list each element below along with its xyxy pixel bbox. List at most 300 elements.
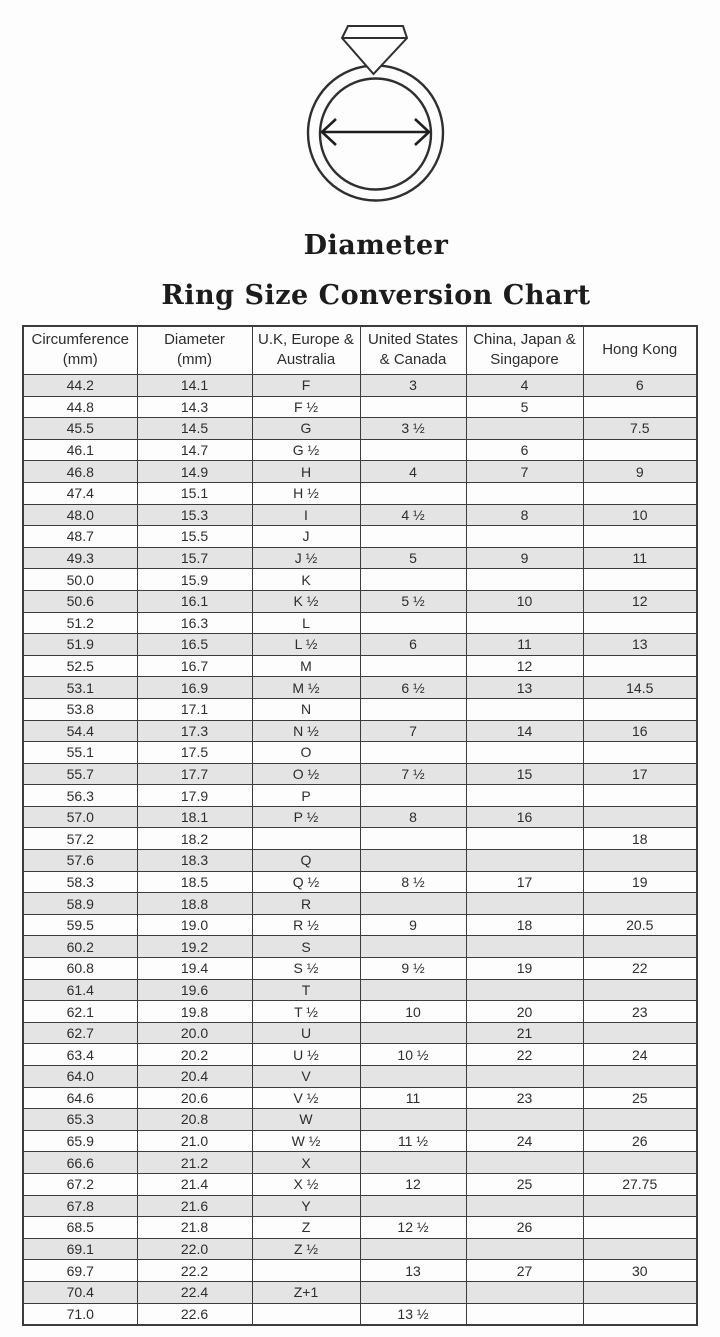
table-cell: 55.1 (23, 742, 137, 764)
table-cell: 56.3 (23, 785, 137, 807)
table-cell: 17.5 (137, 742, 252, 764)
table-cell: 50.0 (23, 569, 137, 591)
table-cell (583, 482, 697, 504)
table-cell: N ½ (252, 720, 360, 742)
table-row (23, 677, 697, 699)
table-cell: 14.5 (137, 418, 252, 440)
table-cell: 44.8 (23, 396, 137, 418)
table-cell: 19.2 (137, 936, 252, 958)
table-cell: 18.2 (137, 828, 252, 850)
table-cell: 15.3 (137, 504, 252, 526)
table-row (23, 590, 697, 612)
table-cell (583, 569, 697, 591)
table-cell: 5 (466, 396, 583, 418)
table-row (23, 418, 697, 440)
table-row (23, 914, 697, 936)
ring-diagram (0, 8, 720, 210)
table-cell: 20.8 (137, 1109, 252, 1131)
table-cell: 71.0 (23, 1303, 137, 1325)
table-cell (360, 850, 466, 872)
table-cell: 49.3 (23, 547, 137, 569)
table-cell: 11 (583, 547, 697, 569)
table-cell: 24 (583, 1044, 697, 1066)
table-cell (360, 936, 466, 958)
table-cell: 53.8 (23, 698, 137, 720)
table-cell: 69.7 (23, 1260, 137, 1282)
table-cell: O (252, 742, 360, 764)
table-row (23, 1044, 697, 1066)
table-cell: 19.8 (137, 1001, 252, 1023)
table-cell (583, 1238, 697, 1260)
table-body (23, 375, 697, 1325)
table-cell (466, 418, 583, 440)
table-cell: 7 (466, 461, 583, 483)
table-cell: 10 (583, 504, 697, 526)
table-cell: 15.9 (137, 569, 252, 591)
table-cell (466, 1281, 583, 1303)
table-cell: 13 ½ (360, 1303, 466, 1325)
table-cell: 59.5 (23, 914, 137, 936)
table-cell: 10 ½ (360, 1044, 466, 1066)
table-cell (583, 850, 697, 872)
table-cell (466, 1303, 583, 1325)
table-cell: 11 (360, 1087, 466, 1109)
table-row (23, 439, 697, 461)
table-cell: 23 (583, 1001, 697, 1023)
table-cell: 27 (466, 1260, 583, 1282)
table-cell: W (252, 1109, 360, 1131)
table-cell: 14.3 (137, 396, 252, 418)
table-cell (466, 979, 583, 1001)
diamond-ring-icon (295, 8, 455, 210)
ring-inner-circle (320, 79, 431, 190)
table-cell: 12 (583, 590, 697, 612)
table-row (23, 1001, 697, 1023)
diamond-icon (342, 26, 407, 74)
table-cell: 11 (466, 634, 583, 656)
table-cell: 14.7 (137, 439, 252, 461)
table-cell: 7.5 (583, 418, 697, 440)
table-cell: F ½ (252, 396, 360, 418)
table-cell (360, 828, 466, 850)
table-cell (360, 785, 466, 807)
table-cell: 17.7 (137, 763, 252, 785)
table-cell: 21 (466, 1022, 583, 1044)
table-cell (583, 655, 697, 677)
table-cell: 3 (360, 375, 466, 397)
table-row (23, 1260, 697, 1282)
table-cell: 25 (583, 1087, 697, 1109)
table-cell (360, 893, 466, 915)
table-cell: 17 (466, 871, 583, 893)
table-cell: 64.0 (23, 1066, 137, 1088)
table-cell: O ½ (252, 763, 360, 785)
table-cell: G (252, 418, 360, 440)
table-cell: M (252, 655, 360, 677)
table-cell: 3 ½ (360, 418, 466, 440)
table-row (23, 1109, 697, 1131)
table-cell (360, 698, 466, 720)
table-cell: 15 (466, 763, 583, 785)
table-cell: 63.4 (23, 1044, 137, 1066)
table-cell (583, 785, 697, 807)
table-cell: 22 (466, 1044, 583, 1066)
table-cell: V (252, 1066, 360, 1088)
table-cell: 45.5 (23, 418, 137, 440)
table-head-row (23, 326, 697, 375)
diameter-caption: Diameter (303, 230, 449, 261)
table-cell (360, 396, 466, 418)
table-cell: 51.2 (23, 612, 137, 634)
table-cell (360, 526, 466, 548)
column-header: Circumference (mm) (23, 326, 137, 375)
table-cell (466, 482, 583, 504)
table-row (23, 1087, 697, 1109)
table-cell (466, 785, 583, 807)
table-cell (583, 396, 697, 418)
table-cell: Q (252, 850, 360, 872)
table-cell: 57.0 (23, 806, 137, 828)
table-cell: 69.1 (23, 1238, 137, 1260)
column-header: Hong Kong (583, 326, 697, 375)
table-cell: 20.2 (137, 1044, 252, 1066)
table-cell: 19 (466, 958, 583, 980)
table-cell: 8 (360, 806, 466, 828)
table-row (23, 1217, 697, 1239)
table-cell: G ½ (252, 439, 360, 461)
table-cell: 5 ½ (360, 590, 466, 612)
table-cell: F (252, 375, 360, 397)
table-row (23, 526, 697, 548)
table-row (23, 979, 697, 1001)
table-cell: R ½ (252, 914, 360, 936)
table-cell: 4 (466, 375, 583, 397)
table-row (23, 547, 697, 569)
table-cell: 5 (360, 547, 466, 569)
table-cell: X (252, 1152, 360, 1174)
table-cell (583, 1022, 697, 1044)
table-cell: 19 (583, 871, 697, 893)
table-cell (466, 850, 583, 872)
table-cell: 10 (360, 1001, 466, 1023)
table-cell: X ½ (252, 1173, 360, 1195)
table-cell (252, 1303, 360, 1325)
table-row (23, 742, 697, 764)
table-cell: 16 (466, 806, 583, 828)
table-cell: V ½ (252, 1087, 360, 1109)
table-row (23, 763, 697, 785)
table-cell: 68.5 (23, 1217, 137, 1239)
table-cell: 15.7 (137, 547, 252, 569)
table-cell: T (252, 979, 360, 1001)
table-cell: 12 (466, 655, 583, 677)
table-cell (466, 1152, 583, 1174)
table-cell (360, 1022, 466, 1044)
table-row (23, 720, 697, 742)
table-cell: 16.1 (137, 590, 252, 612)
table-cell: 55.7 (23, 763, 137, 785)
table-cell: 14.9 (137, 461, 252, 483)
table-cell: 4 ½ (360, 504, 466, 526)
table-cell: 19.0 (137, 914, 252, 936)
table-cell: 15.1 (137, 482, 252, 504)
table-cell (466, 893, 583, 915)
table-cell: 19.6 (137, 979, 252, 1001)
table-cell: 66.6 (23, 1152, 137, 1174)
table-cell: 60.2 (23, 936, 137, 958)
table-cell: I (252, 504, 360, 526)
table-cell (466, 936, 583, 958)
table-cell (360, 612, 466, 634)
table-cell: 6 (466, 439, 583, 461)
table-row (23, 461, 697, 483)
table-cell: 13 (466, 677, 583, 699)
table-cell: 22.6 (137, 1303, 252, 1325)
table-cell: N (252, 698, 360, 720)
table-cell: 26 (583, 1130, 697, 1152)
table-cell: S ½ (252, 958, 360, 980)
table-cell (466, 828, 583, 850)
table-cell: 14 (466, 720, 583, 742)
table-cell: 17.9 (137, 785, 252, 807)
page-title: Ring Size Conversion Chart (161, 280, 591, 311)
table-row (23, 1281, 697, 1303)
table-cell: 20.5 (583, 914, 697, 936)
table-cell: 52.5 (23, 655, 137, 677)
table-cell: 47.4 (23, 482, 137, 504)
table-cell (252, 828, 360, 850)
table-cell: H ½ (252, 482, 360, 504)
table-cell: Z ½ (252, 1238, 360, 1260)
table-row (23, 785, 697, 807)
table-cell: 17 (583, 763, 697, 785)
table-cell: 10 (466, 590, 583, 612)
table-cell: 15.5 (137, 526, 252, 548)
table-cell: 67.2 (23, 1173, 137, 1195)
table-cell: 27.75 (583, 1173, 697, 1195)
table-cell (583, 1109, 697, 1131)
table-cell: 16.3 (137, 612, 252, 634)
table-cell (466, 1195, 583, 1217)
table-cell: 62.1 (23, 1001, 137, 1023)
table-cell: 25 (466, 1173, 583, 1195)
table-cell: 21.2 (137, 1152, 252, 1174)
diameter-arrow-icon (322, 119, 429, 145)
table-cell: 64.6 (23, 1087, 137, 1109)
table-cell (583, 439, 697, 461)
table-row (23, 828, 697, 850)
table-row (23, 1130, 697, 1152)
ring-size-conversion-table (22, 325, 698, 1326)
table-cell: 9 (583, 461, 697, 483)
table-cell: 58.9 (23, 893, 137, 915)
table-cell: 22.0 (137, 1238, 252, 1260)
table-cell (360, 1238, 466, 1260)
table-cell (583, 1281, 697, 1303)
table-row (23, 806, 697, 828)
table-cell: 13 (583, 634, 697, 656)
table-cell (360, 1152, 466, 1174)
table-cell: 6 ½ (360, 677, 466, 699)
table-cell: 20 (466, 1001, 583, 1023)
table-cell: 57.2 (23, 828, 137, 850)
table-cell (583, 1066, 697, 1088)
table-cell: 9 (360, 914, 466, 936)
table-cell (360, 1109, 466, 1131)
table-cell: 18 (583, 828, 697, 850)
table-cell: 60.8 (23, 958, 137, 980)
table-cell: 16.7 (137, 655, 252, 677)
table-cell: 11 ½ (360, 1130, 466, 1152)
table-cell: 4 (360, 461, 466, 483)
table-row (23, 698, 697, 720)
table-cell: 65.9 (23, 1130, 137, 1152)
table-cell: 14.1 (137, 375, 252, 397)
table-cell: 7 ½ (360, 763, 466, 785)
table-cell: 16.5 (137, 634, 252, 656)
column-header: Diameter (mm) (137, 326, 252, 375)
table-cell (466, 698, 583, 720)
table-row (23, 893, 697, 915)
table-cell: Q ½ (252, 871, 360, 893)
table-cell: 17.1 (137, 698, 252, 720)
table-row (23, 655, 697, 677)
table-cell: 18 (466, 914, 583, 936)
table-cell: 16.9 (137, 677, 252, 699)
table-cell: 26 (466, 1217, 583, 1239)
table-cell: R (252, 893, 360, 915)
column-header: China, Japan & Singapore (466, 326, 583, 375)
table-cell: 22 (583, 958, 697, 980)
table-cell: 58.3 (23, 871, 137, 893)
table-cell: P ½ (252, 806, 360, 828)
table-cell: 22.2 (137, 1260, 252, 1282)
table-cell: T ½ (252, 1001, 360, 1023)
table-cell (466, 612, 583, 634)
table-cell: 61.4 (23, 979, 137, 1001)
table-cell: 53.1 (23, 677, 137, 699)
table-cell: 18.1 (137, 806, 252, 828)
table-row (23, 1195, 697, 1217)
table-cell: 14.5 (583, 677, 697, 699)
table-cell: U ½ (252, 1044, 360, 1066)
table-row (23, 1152, 697, 1174)
table-cell: 50.6 (23, 590, 137, 612)
table-cell: 6 (583, 375, 697, 397)
table-cell: 9 ½ (360, 958, 466, 980)
table-cell: K ½ (252, 590, 360, 612)
table-cell: 21.0 (137, 1130, 252, 1152)
table-cell (360, 1066, 466, 1088)
table-cell: 20.0 (137, 1022, 252, 1044)
table-row (23, 375, 697, 397)
table-cell (252, 1260, 360, 1282)
table-cell: 30 (583, 1260, 697, 1282)
table-cell: Z (252, 1217, 360, 1239)
table-cell: 13 (360, 1260, 466, 1282)
table-head (23, 326, 697, 375)
table-cell (466, 1238, 583, 1260)
table-cell (360, 1195, 466, 1217)
table-cell: L ½ (252, 634, 360, 656)
table-cell (360, 1281, 466, 1303)
table-cell (466, 569, 583, 591)
table-row (23, 936, 697, 958)
table-cell: 54.4 (23, 720, 137, 742)
table-cell: 18.3 (137, 850, 252, 872)
table-cell (466, 1109, 583, 1131)
table-cell: J (252, 526, 360, 548)
table-row (23, 1238, 697, 1260)
table-cell: 22.4 (137, 1281, 252, 1303)
table-cell (583, 526, 697, 548)
table-cell (360, 655, 466, 677)
table-cell (360, 482, 466, 504)
table-row (23, 958, 697, 980)
table-cell: 8 ½ (360, 871, 466, 893)
table-cell: 12 (360, 1173, 466, 1195)
table-cell: P (252, 785, 360, 807)
table-cell: J ½ (252, 547, 360, 569)
table-cell: M ½ (252, 677, 360, 699)
table-cell: Y (252, 1195, 360, 1217)
table-cell: 8 (466, 504, 583, 526)
table-cell: 20.6 (137, 1087, 252, 1109)
table-cell: 18.8 (137, 893, 252, 915)
table-cell: 57.6 (23, 850, 137, 872)
table-cell: 51.9 (23, 634, 137, 656)
table-cell (360, 569, 466, 591)
table-row (23, 612, 697, 634)
table-cell: 48.0 (23, 504, 137, 526)
table-cell: 67.8 (23, 1195, 137, 1217)
column-header: U.K, Europe & Australia (252, 326, 360, 375)
table-cell: 21.4 (137, 1173, 252, 1195)
table-cell (583, 979, 697, 1001)
table-row (23, 1066, 697, 1088)
table-cell: 18.5 (137, 871, 252, 893)
table-cell (583, 612, 697, 634)
table-cell: 62.7 (23, 1022, 137, 1044)
table-cell: 19.4 (137, 958, 252, 980)
table-row (23, 569, 697, 591)
table-cell: K (252, 569, 360, 591)
table-cell: 65.3 (23, 1109, 137, 1131)
table-cell (360, 979, 466, 1001)
table-cell (360, 742, 466, 764)
table-cell: W ½ (252, 1130, 360, 1152)
table-cell: U (252, 1022, 360, 1044)
table-cell: 46.1 (23, 439, 137, 461)
table-row (23, 850, 697, 872)
table-cell (466, 1066, 583, 1088)
table-cell (583, 936, 697, 958)
table-cell: 24 (466, 1130, 583, 1152)
table-cell: 23 (466, 1087, 583, 1109)
table-cell: 6 (360, 634, 466, 656)
table-cell (583, 742, 697, 764)
table-cell: L (252, 612, 360, 634)
table-row (23, 1022, 697, 1044)
table-cell: 48.7 (23, 526, 137, 548)
table-cell: 16 (583, 720, 697, 742)
table-cell: 46.8 (23, 461, 137, 483)
table-cell (583, 1303, 697, 1325)
table-cell: 44.2 (23, 375, 137, 397)
table-cell (466, 526, 583, 548)
table-cell: 12 ½ (360, 1217, 466, 1239)
table-cell: 21.6 (137, 1195, 252, 1217)
